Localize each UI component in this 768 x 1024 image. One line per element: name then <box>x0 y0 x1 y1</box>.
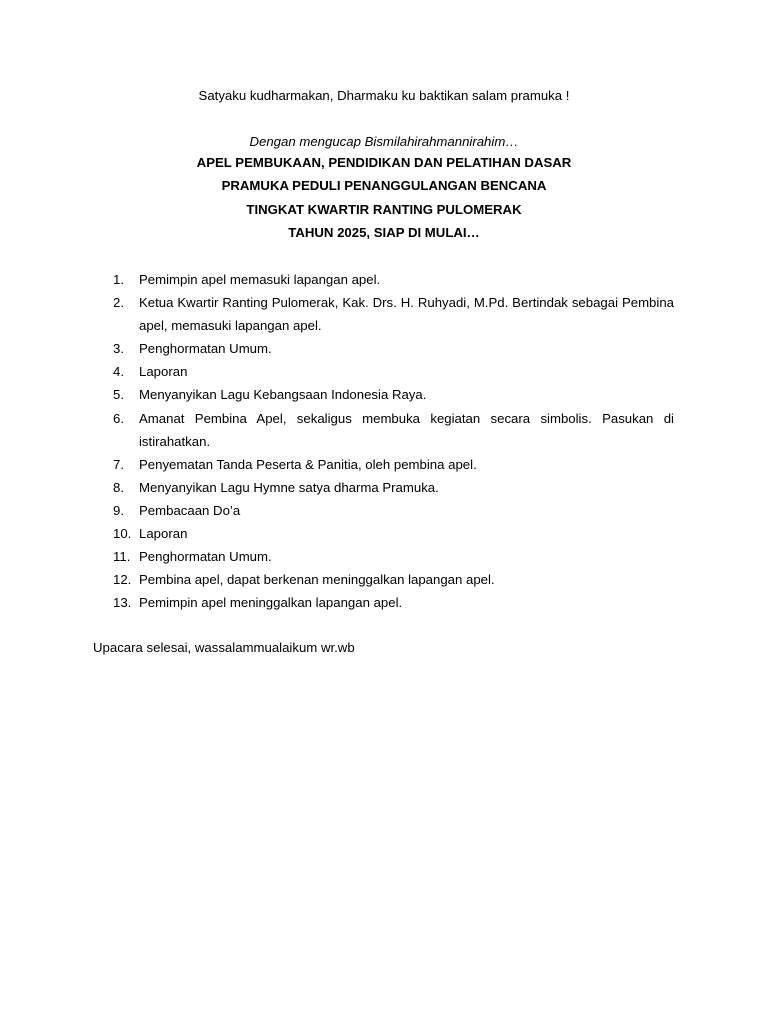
agenda-item <box>113 545 674 568</box>
agenda-text: Penghormatan Umum. <box>139 341 272 357</box>
agenda-item <box>113 407 674 453</box>
agenda-text: Menyanyikan Lagu Hymne satya dharma Pramuka. <box>139 479 439 495</box>
agenda-number: 11. <box>113 549 131 565</box>
scout-greeting: Satyaku kudharmakan, Dharmaku ku baktikan salam pramuka ! <box>198 88 570 103</box>
agenda-number: 5. <box>113 387 124 403</box>
agenda-item <box>113 591 674 614</box>
agenda-item <box>113 568 674 591</box>
agenda-number: 3. <box>113 341 124 357</box>
agenda-text: Amanat Pembina Apel, sekaligus membuka kegiatan secara simbolis. Pasukan di istirahatkan. <box>139 410 674 449</box>
agenda-text: Penghormatan Umum. <box>139 549 272 565</box>
agenda-text: Menyanyikan Lagu Kebangsaan Indonesia Raya. <box>139 387 427 403</box>
ceremony-title <box>0 154 768 247</box>
agenda-item <box>113 291 674 337</box>
agenda-number: 4. <box>113 364 124 380</box>
agenda-text: Laporan <box>139 526 188 542</box>
agenda-item <box>113 499 674 522</box>
agenda-item <box>113 522 674 545</box>
agenda-number: 9. <box>113 502 124 518</box>
opening-prayer: Dengan mengucap Bismilahirahmannirahim… <box>249 134 519 149</box>
closing-remark: Upacara selesai, wassalammualaikum wr.wb <box>93 640 355 655</box>
title-line: PRAMUKA PEDULI PENANGGULANGAN BENCANA <box>221 178 547 194</box>
agenda-number: 7. <box>113 456 124 472</box>
agenda-text: Ketua Kwartir Ranting Pulomerak, Kak. Drs. H. Ruhyadi, M.Pd. Bertindak sebagai Pembina apel, memasuki lapangan apel. <box>139 295 674 334</box>
agenda-number: 13. <box>113 595 132 611</box>
agenda-list <box>113 268 674 614</box>
agenda-number: 6. <box>113 410 124 426</box>
agenda-item <box>113 383 674 406</box>
agenda-text: Penyematan Tanda Peserta & Panitia, oleh pembina apel. <box>139 456 477 472</box>
agenda-text: Laporan <box>139 364 188 380</box>
agenda-number: 12. <box>113 572 132 588</box>
agenda-item <box>113 268 674 291</box>
agenda-text: Pemimpin apel meninggalkan lapangan apel. <box>139 595 403 611</box>
agenda-text: Pemimpin apel memasuki lapangan apel. <box>139 272 381 287</box>
agenda-item <box>113 476 674 499</box>
title-line: TINGKAT KWARTIR RANTING PULOMERAK <box>246 201 522 217</box>
title-line: APEL PEMBUKAAN, PENDIDIKAN DAN PELATIHAN DASAR <box>196 155 572 170</box>
agenda-number: 1. <box>113 272 124 287</box>
title-line: TAHUN 2025, SIAP DI MULAI… <box>288 224 480 240</box>
agenda-number: 10. <box>113 526 132 542</box>
agenda-text: Pembina apel, dapat berkenan meninggalkan lapangan apel. <box>139 572 495 588</box>
agenda-text: Pembacaan Do’a <box>139 502 241 518</box>
agenda-item <box>113 337 674 360</box>
agenda-number: 8. <box>113 479 124 495</box>
agenda-item <box>113 453 674 476</box>
agenda-number: 2. <box>113 295 124 311</box>
agenda-item <box>113 360 674 383</box>
